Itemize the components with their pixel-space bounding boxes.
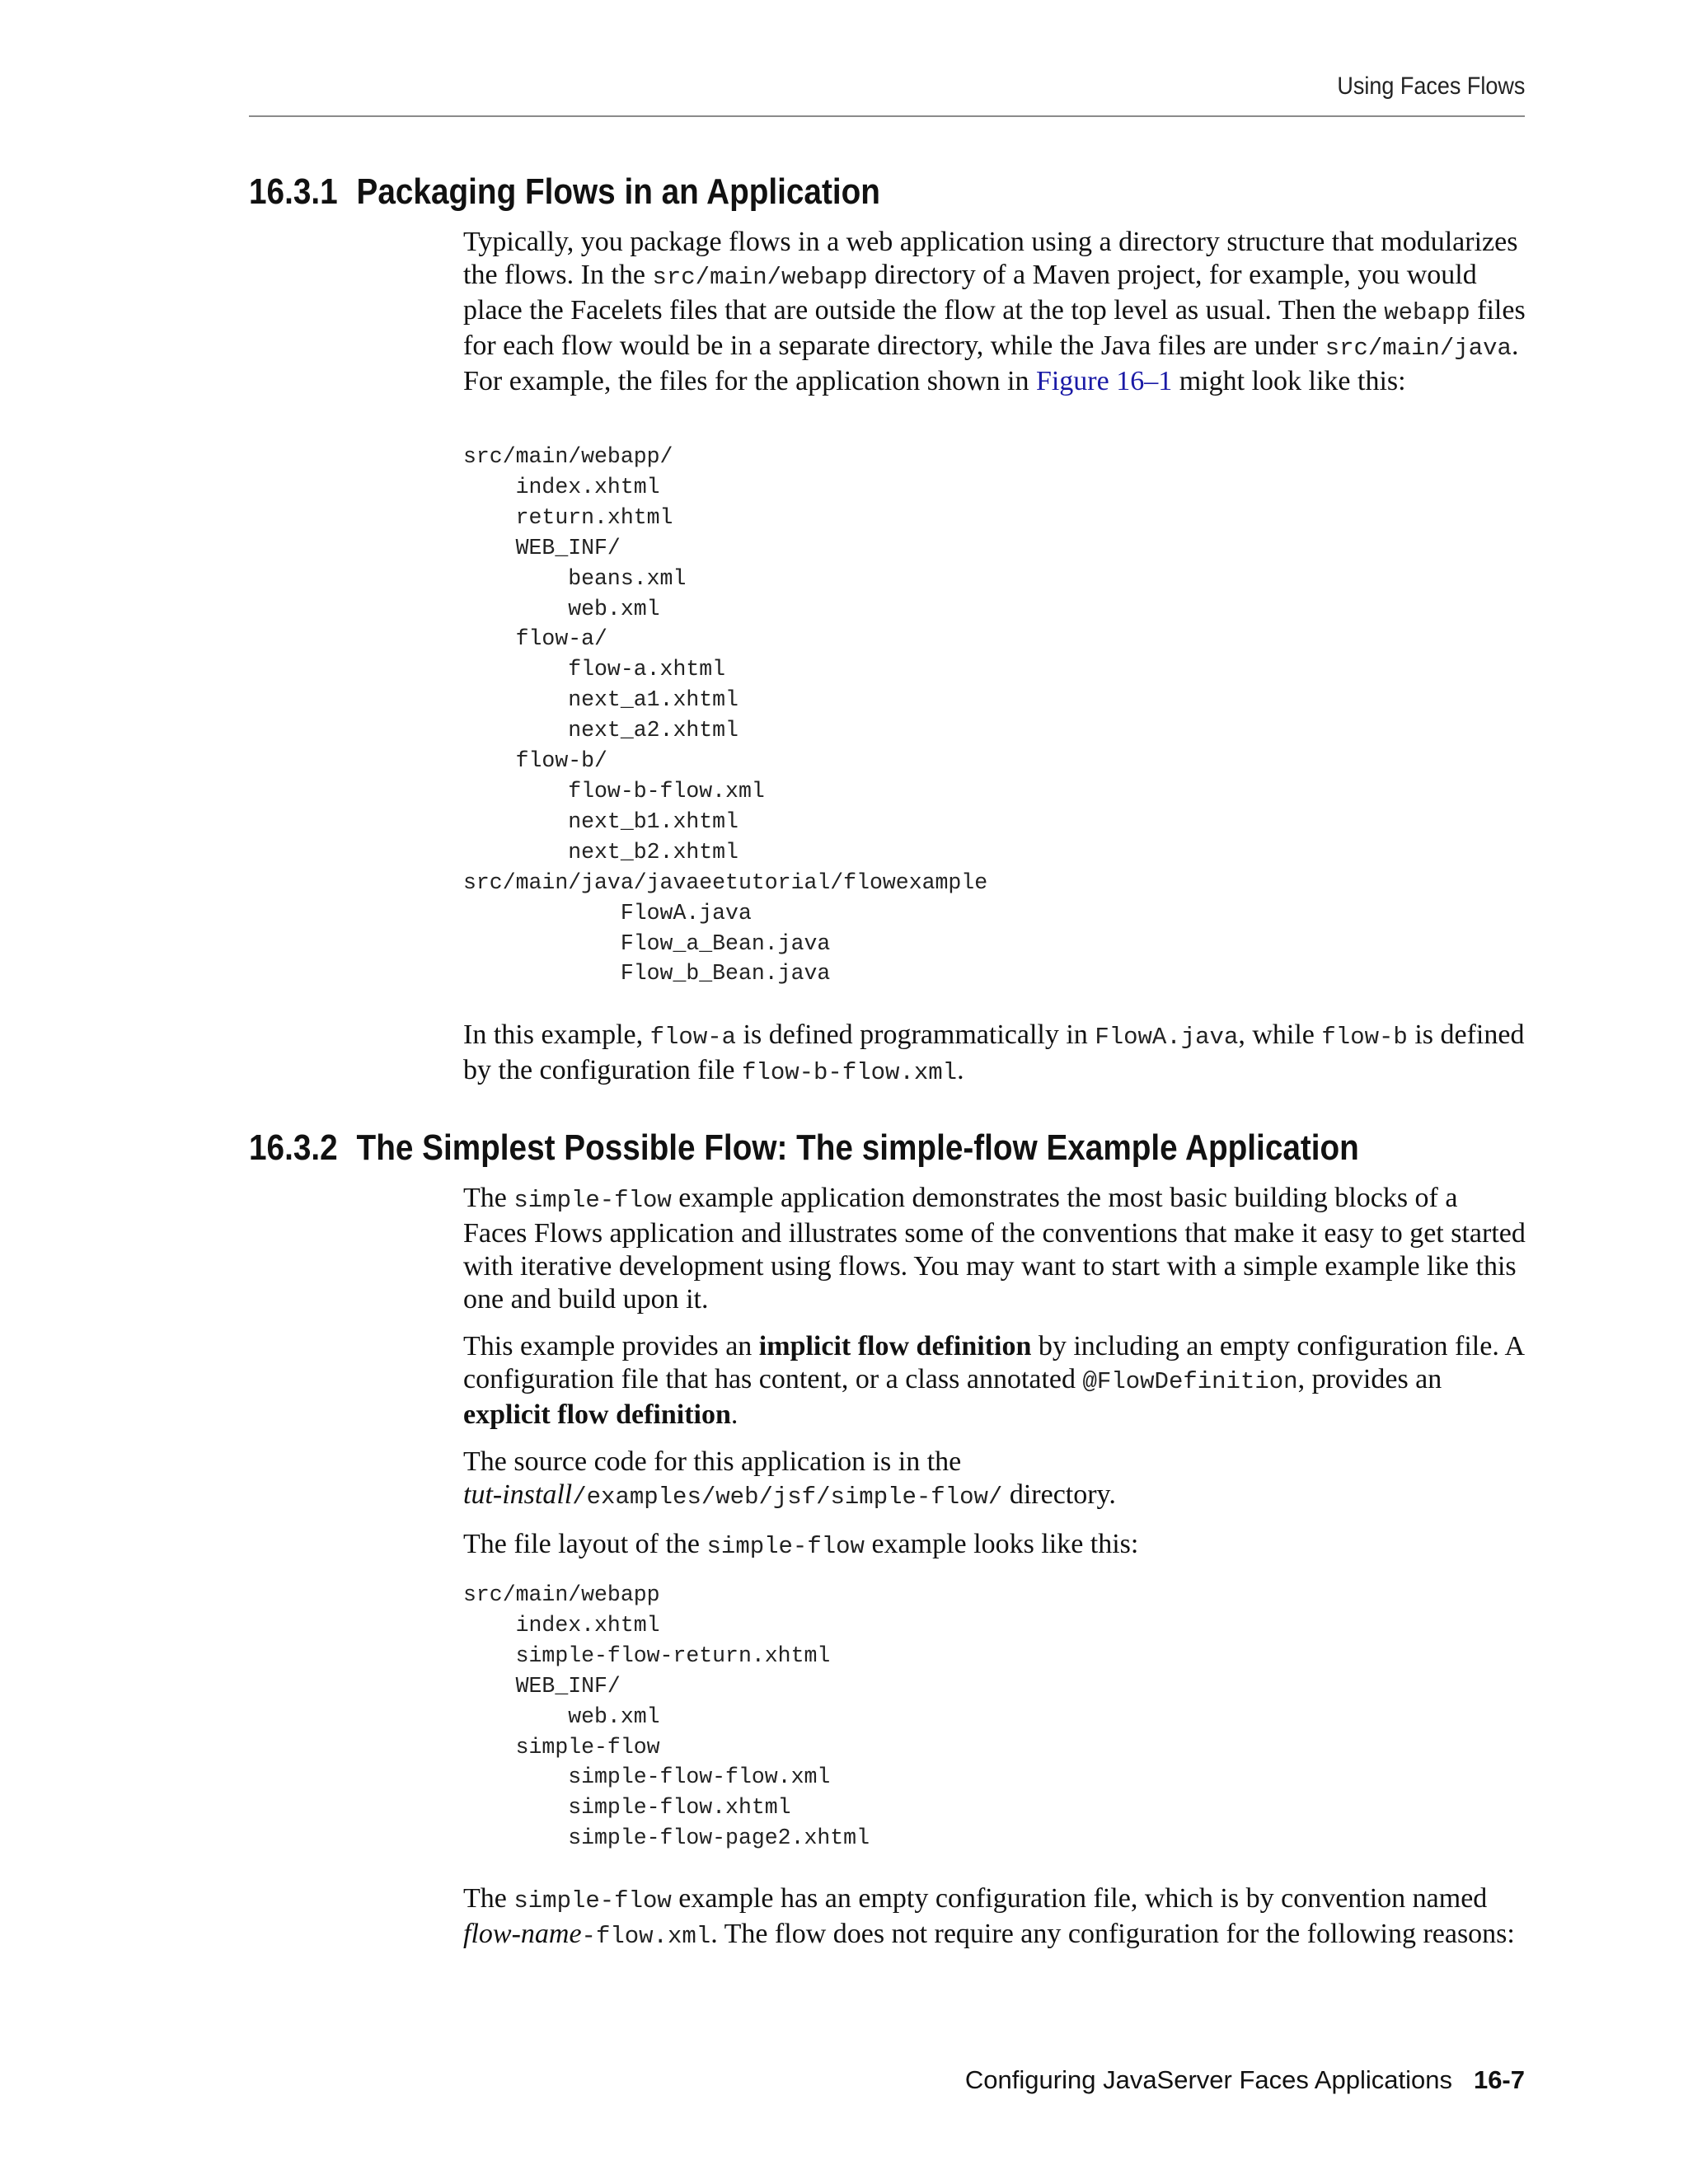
inline-code: simple-flow [513, 1187, 672, 1214]
inline-code: simple-flow [513, 1887, 672, 1915]
text-run: directory. [1002, 1479, 1116, 1510]
inline-code: /examples/web/jsf/simple-flow/ [572, 1483, 1003, 1511]
text-run: Typically, you package flows in a web application using a directory structure that modularizes the flows. In the [463, 227, 1518, 290]
text-run: files for each flow would be in a separate directory, while the Java files are under [463, 295, 1526, 361]
text-run: example looks like this: [864, 1529, 1139, 1559]
paragraph [463, 1330, 1526, 1432]
text-run: The source code for this application is in the [463, 1446, 962, 1477]
text-run: , provides an [1297, 1364, 1442, 1394]
paragraph [463, 1019, 1526, 1090]
paragraph [463, 1182, 1526, 1316]
inline-code: flow-a [649, 1024, 737, 1051]
section-heading-16-3-2 [249, 1127, 1359, 1169]
running-footer [965, 2065, 1525, 2095]
paragraph [463, 1446, 1526, 1514]
inline-code: webapp [1384, 299, 1470, 326]
footer-text: Configuring JavaServer Faces Applications [964, 2065, 1452, 2094]
inline-code: src/main/webapp [652, 264, 868, 291]
section-heading-16-3-1 [249, 171, 880, 213]
text-run: . [730, 1399, 738, 1430]
text-run: is defined by the configuration file [463, 1019, 1525, 1085]
bold-term: implicit flow definition [758, 1331, 1032, 1361]
text-run: The file layout of the [463, 1529, 707, 1559]
inline-code: FlowA.java [1095, 1024, 1239, 1051]
inline-code: src/main/java [1325, 335, 1512, 362]
text-run: by including an empty configuration file. A configuration file that has content, or a class annotated [463, 1331, 1524, 1394]
text-run: . For example, the files for the application shown in [463, 330, 1519, 396]
inline-code: flow-b [1321, 1024, 1408, 1051]
bold-term: explicit flow definition [463, 1399, 731, 1430]
text-run: In this example, [463, 1019, 650, 1050]
section-number: 16.3.2 [249, 1127, 338, 1168]
text-run: example application demonstrates the most basic building blocks of a Faces Flows application and illustrates some of the conventions that make it easy to get started with iterative development using flows. You may want to start with a simple example like this one and build upon it. [463, 1183, 1526, 1315]
text-run: . The flow does not require any configuration for the following reasons: [710, 1919, 1515, 1949]
text-run: , while [1238, 1019, 1322, 1050]
running-header [249, 73, 1525, 117]
paragraph [463, 1528, 1526, 1563]
text-run: example has an empty configuration file, which is by convention named [671, 1883, 1488, 1914]
page-number: 16-7 [1473, 2065, 1525, 2094]
header-title: Using Faces Flows [1336, 73, 1525, 100]
text-run: . [957, 1055, 964, 1085]
figure-link[interactable]: Figure 16–1 [1035, 366, 1173, 396]
text-run: is defined programmatically in [736, 1019, 1095, 1050]
italic-placeholder: tut-install [463, 1479, 573, 1510]
inline-code: -flow.xml [581, 1923, 711, 1950]
text-run: The [463, 1883, 514, 1914]
text-run: directory of a Maven project, for example, you would place the Facelets files that are outside the flow at the top level as usual. Then the [463, 260, 1477, 326]
paragraph [463, 226, 1526, 398]
text-run: might look like this: [1172, 366, 1406, 396]
section-title: Packaging Flows in an Application [356, 171, 880, 212]
inline-code: flow-b-flow.xml [742, 1059, 958, 1086]
italic-placeholder: flow-name [463, 1919, 582, 1949]
code-block-simple-flow-layout: src/main/webapp index.xhtml simple-flow-return.xhtml WEB_INF/ web.xml simple-flow simple-flow-flow.xml simple-flow.xhtml simple-flow-page2.xhtml [463, 1582, 870, 1851]
section-number: 16.3.1 [249, 171, 338, 212]
inline-code: @FlowDefinition [1082, 1368, 1298, 1395]
code-block-file-layout: src/main/webapp/ index.xhtml return.xhtml WEB_INF/ beans.xml web.xml flow-a/ flow-a.xhtml next_a1.xhtml next_a2.xhtml flow-b/ flow-b-flow.xml next_b1.xhtml next_b2.xhtml src/main/java/javaeetutorial/flowexample FlowA.java Flow_a_Bean.java Flow_b_Bean.java [463, 444, 988, 987]
text-run: The [463, 1183, 514, 1213]
section-title: The Simplest Possible Flow: The simple-flow Example Application [356, 1127, 1359, 1168]
inline-code: simple-flow [706, 1533, 865, 1560]
paragraph [463, 1882, 1526, 1953]
text-run: This example provides an [463, 1331, 759, 1361]
